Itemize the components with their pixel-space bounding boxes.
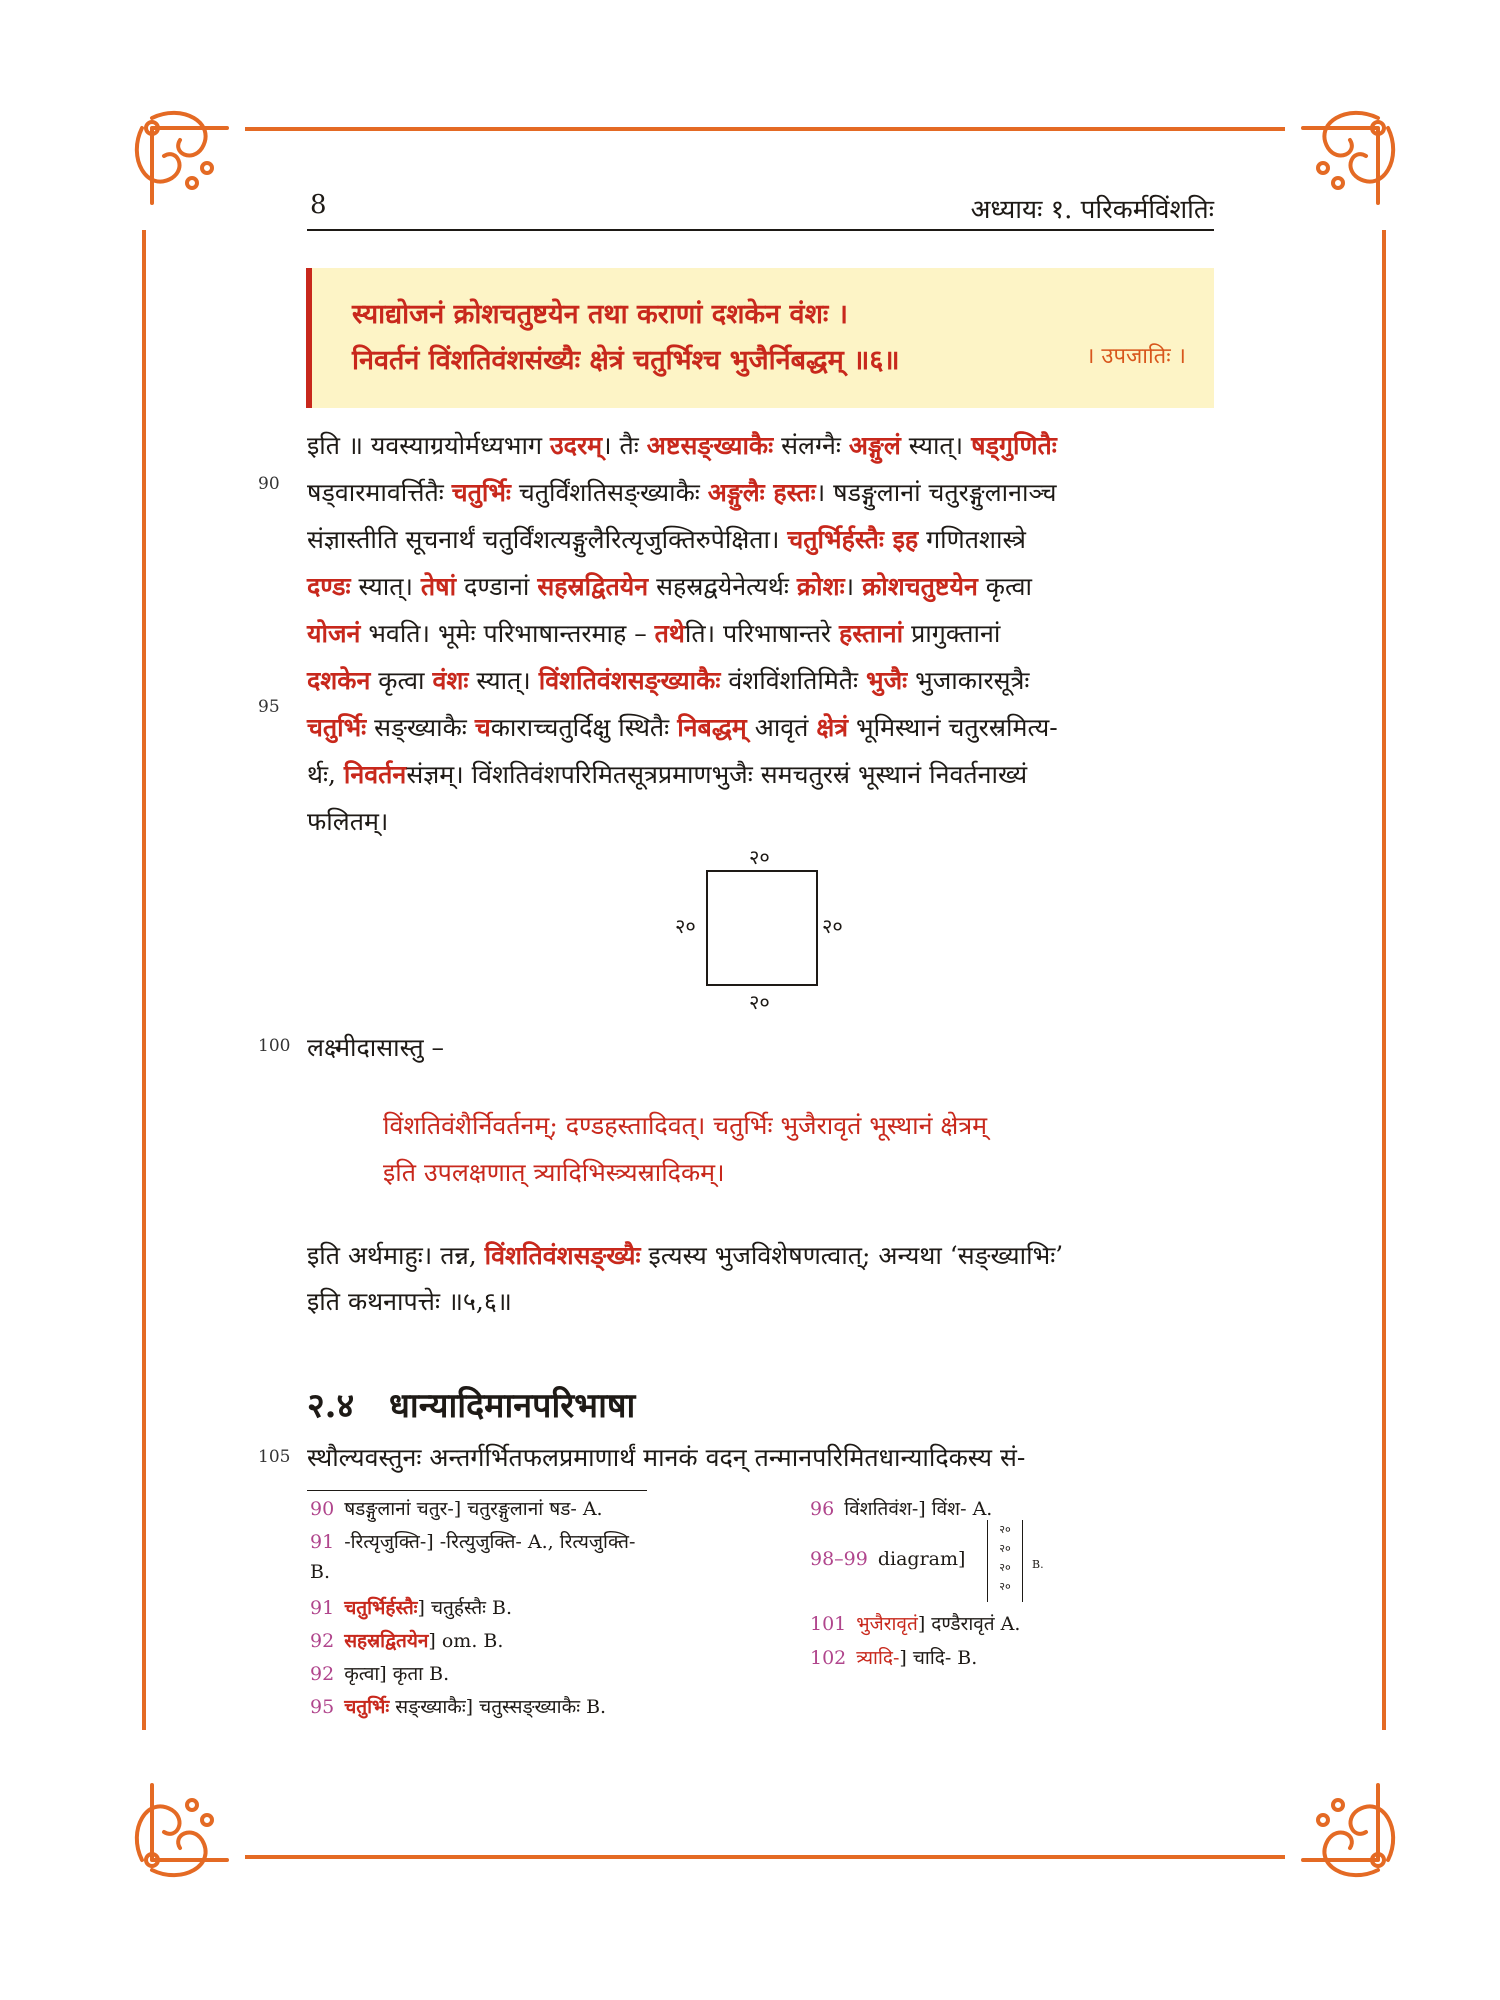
rubric-term: सहस्रद्वितयेन xyxy=(537,572,649,601)
text-run: वंशविंशतिमितैः xyxy=(720,666,867,695)
text-run: स्यात्। xyxy=(900,431,972,460)
rubric-term: तेषां xyxy=(420,572,457,601)
footnote xyxy=(810,1610,1020,1636)
text-run: षड्वारमावर्त्तितैः xyxy=(307,478,452,507)
footnote-number: 102 xyxy=(810,1647,847,1669)
rubric-term: चतुर्भिर्हस्तैः इह xyxy=(787,525,919,554)
rubric-term: अङ्गुलं xyxy=(848,431,901,460)
rubric-term: दशकेन xyxy=(307,666,371,695)
text-run: भवति। भूमेः परिभाषान्तरमाह – xyxy=(360,619,655,648)
text-run: सङ्ख्याकैः xyxy=(366,713,475,742)
footnote-text: diagram] xyxy=(877,1548,966,1570)
quote-line-2: इति उपलक्षणात् त्र्यादिभिस्त्र्यस्रादिकम्। xyxy=(383,1158,725,1187)
text-run: र्थः, xyxy=(307,760,344,789)
commentary-line xyxy=(307,663,1029,697)
rubric-term: चतुर्भिः xyxy=(451,478,511,507)
commentary-line xyxy=(307,522,1026,556)
frame-left-rule xyxy=(142,230,146,1730)
footnote-number: 92 xyxy=(310,1663,335,1685)
rubric-term: क्षेत्रं xyxy=(816,713,849,742)
text-run: संज्ञास्तीति सूचनार्थं चतुर्विंशत्यङ्गुलैरित्यृजुक्तिरुपेक्षिता। xyxy=(307,525,788,554)
diagram-label-right: २० xyxy=(822,914,843,938)
footnote-number: 90 xyxy=(310,1498,335,1520)
square-diagram xyxy=(706,870,818,986)
footnote xyxy=(310,1561,330,1583)
footnote-diagram-value: २० xyxy=(999,1561,1011,1574)
text-run: इत्यस्य भुजविशेषणत्वात्; अन्यथा ‘सङ्ख्याभिः’ xyxy=(640,1241,1064,1270)
text-run: प्रागुक्तानां xyxy=(903,619,1001,648)
text-run: भूमिस्थानं चतुरस्रमित्य- xyxy=(848,713,1058,742)
footnote-diagram-stack xyxy=(987,1520,1023,1602)
rubric-term: तथे xyxy=(654,619,685,648)
rubric-term: विंशतिवंशसङ्ख्यैः xyxy=(484,1241,641,1270)
rubric-term: चतुर्भिर्हस्तैः xyxy=(344,1597,418,1619)
footnote-diagram-value: २० xyxy=(999,1542,1011,1555)
footnote-number: 91 xyxy=(310,1531,335,1553)
rubric-term: षड्गुणितैः xyxy=(971,431,1057,460)
text-run: इति ॥ यवस्याग्रयोर्मध्यभाग xyxy=(307,431,550,460)
footnote-rule xyxy=(307,1490,647,1491)
footnote-diagram-value: २० xyxy=(999,1523,1011,1536)
rubric-term: क्रोशः xyxy=(796,572,845,601)
commentary-line xyxy=(307,616,1000,650)
footnote xyxy=(810,1495,992,1521)
corner-ornament-icon xyxy=(122,1760,252,1890)
footnote-number: 96 xyxy=(810,1498,835,1520)
verse-meter: । उपजातिः । xyxy=(1086,344,1186,369)
closing-line-2 xyxy=(307,1284,512,1318)
rubric-term: विंशतिवंशसङ्ख्याकैः xyxy=(538,666,721,695)
text-run: इति अर्थमाहुः। तन्न, xyxy=(307,1241,485,1270)
footnote-lemma: त्र्यादि- xyxy=(856,1647,900,1669)
text-run: ] om. B. xyxy=(428,1630,504,1652)
rubric-term: क्रोशचतुष्टयेन xyxy=(862,572,978,601)
text-run: ति। परिभाषान्तरे xyxy=(684,619,840,648)
text-run: दण्डानां xyxy=(456,572,538,601)
text-run: कृत्वा] कृता B. xyxy=(344,1663,450,1685)
footnote xyxy=(310,1594,512,1620)
footnote-number: 91 xyxy=(310,1597,335,1619)
rubric-term: चतुर्भिः xyxy=(307,713,367,742)
text-run: ] चतुर्हस्तैः B. xyxy=(417,1597,513,1619)
corner-ornament-icon xyxy=(122,98,252,228)
verse-line-1: स्याद्योजनं क्रोशचतुष्टयेन तथा कराणां दशकेन वंशः । xyxy=(352,299,849,330)
text-run: संज्ञम्। विंशतिवंशपरिमितसूत्रप्रमाणभुजैः समचतुरस्रं भूस्थानं निवर्तनाख्यं xyxy=(406,760,1028,789)
footnote xyxy=(310,1627,503,1653)
section-heading xyxy=(307,1381,635,1427)
commentary-line xyxy=(307,475,1057,509)
text-run: सङ्ख्याकैः] चतुस्सङ्ख्याकैः B. xyxy=(389,1696,607,1718)
diagram-label-top: २० xyxy=(749,845,770,869)
closing-line-1 xyxy=(307,1238,1063,1272)
verse-line-2: निवर्तनं विंशतिवंशसंख्यैः क्षेत्रं चतुर्भिश्च भुजैर्निबद्धम् ॥६॥ xyxy=(352,345,900,376)
text-run: काराच्चतुर्दिक्षु स्थितैः xyxy=(490,713,678,742)
footnote xyxy=(810,1644,977,1670)
frame-right-rule xyxy=(1382,230,1386,1730)
rubric-term: सहस्रद्वितयेन xyxy=(344,1630,429,1652)
footnote xyxy=(310,1528,635,1554)
section-number: २.४ xyxy=(307,1386,355,1426)
text-run: । तैः xyxy=(602,431,647,460)
text-run: संलग्नैः xyxy=(773,431,849,460)
footnote xyxy=(810,1548,965,1570)
running-title: अध्यायः १. परिकर्मविंशतिः xyxy=(970,195,1214,225)
line-number: 95 xyxy=(258,697,280,717)
rubric-term: हस्तानां xyxy=(839,619,904,648)
footnote xyxy=(310,1660,449,1686)
section-intro: स्थौल्यवस्तुनः अन्तर्गर्भितफलप्रमाणार्थं मानकं वदन् तन्मानपरिमितधान्यादिकस्य सं- xyxy=(307,1443,1026,1472)
text-run: फलितम्। xyxy=(307,807,389,836)
section-title: धान्यादिमानपरिभाषा xyxy=(389,1386,636,1426)
text-run: B. xyxy=(310,1561,331,1583)
text-run: आवृतं xyxy=(746,713,817,742)
line-number: 90 xyxy=(258,474,280,494)
diagram-label-bottom: २० xyxy=(749,990,770,1014)
text-run: गणितशास्त्रे xyxy=(918,525,1026,554)
header-rule xyxy=(307,229,1214,231)
commentary-line xyxy=(307,804,388,838)
footnote-text: विंशतिवंश-] विंश- A. xyxy=(844,1498,993,1520)
text-run: स्यात्। xyxy=(468,666,539,695)
rubric-term: दण्डः xyxy=(307,572,351,601)
corner-ornament-icon xyxy=(1278,1760,1408,1890)
line-number: 105 xyxy=(258,1447,291,1467)
quote-line-1: विंशतिवंशैर्निवर्तनम्; दण्डहस्तादिवत्। चतुर्भिः भुजैरावृतं भूस्थानं क्षेत्रम् xyxy=(383,1111,988,1140)
frame-top-rule xyxy=(245,127,1285,131)
corner-ornament-icon xyxy=(1278,98,1408,228)
footnote-number: 98–99 xyxy=(810,1548,868,1570)
rubric-term: अङ्गुलैः हस्तः xyxy=(707,478,816,507)
commentary-line xyxy=(307,710,1058,744)
text-run: षडङ्गुलानां चतुर-] चतुरङ्गुलानां षड- A. xyxy=(344,1498,603,1520)
text-run: चतुर्विंशतिसङ्ख्याकैः xyxy=(510,478,708,507)
footnote-text: ] दण्डैरावृतं A. xyxy=(917,1613,1021,1635)
footnote-diagram-value: २० xyxy=(999,1580,1011,1593)
rubric-term: अष्टसङ्ख्याकैः xyxy=(646,431,774,460)
footnote-text: ] चादि- B. xyxy=(899,1647,978,1669)
rubric-term: वंशः xyxy=(432,666,469,695)
text-run: स्यात्। xyxy=(350,572,421,601)
text-run: -रित्यृजुक्ति-] -रित्युजुक्ति- A., रित्यजुक्ति- xyxy=(344,1531,636,1553)
rubric-term: योजनं xyxy=(307,619,361,648)
commentary-line xyxy=(307,757,1027,791)
rubric-term: भुजैः xyxy=(866,666,908,695)
text-run: भुजाकारसूत्रैः xyxy=(907,666,1030,695)
commentary-line xyxy=(307,569,1032,603)
commentary-line xyxy=(307,428,1057,462)
rubric-term: च xyxy=(474,713,491,742)
verse-box xyxy=(306,268,1214,408)
footnote-number: 95 xyxy=(310,1696,335,1718)
text-run: कृत्वा xyxy=(370,666,433,695)
page-number: 8 xyxy=(310,190,327,220)
rubric-term: चतुर्भिः xyxy=(344,1696,390,1718)
footnote-lemma: भुजैरावृतं xyxy=(856,1613,918,1635)
attribution: लक्ष्मीदासास्तु – xyxy=(307,1033,445,1062)
text-run: । षडङ्गुलानां चतुरङ्गुलानाञ्च xyxy=(815,478,1057,507)
line-number: 100 xyxy=(258,1036,291,1056)
footnote xyxy=(310,1495,603,1521)
footnote-number: 101 xyxy=(810,1613,847,1635)
rubric-term: निबद्धम् xyxy=(677,713,747,742)
rubric-term: उदरम् xyxy=(549,431,603,460)
text-run: । xyxy=(844,572,863,601)
footnote-ms: B. xyxy=(1032,1558,1044,1571)
footnote xyxy=(310,1693,606,1719)
text-run: कृत्वा xyxy=(977,572,1032,601)
diagram-label-left: २० xyxy=(675,914,696,938)
text-run: इति कथनापत्तेः ॥५,६॥ xyxy=(307,1287,512,1316)
frame-bottom-rule xyxy=(245,1855,1285,1859)
rubric-term: निवर्तन xyxy=(343,760,407,789)
text-run: सहस्रद्वयेनेत्यर्थः xyxy=(648,572,797,601)
footnote-number: 92 xyxy=(310,1630,335,1652)
